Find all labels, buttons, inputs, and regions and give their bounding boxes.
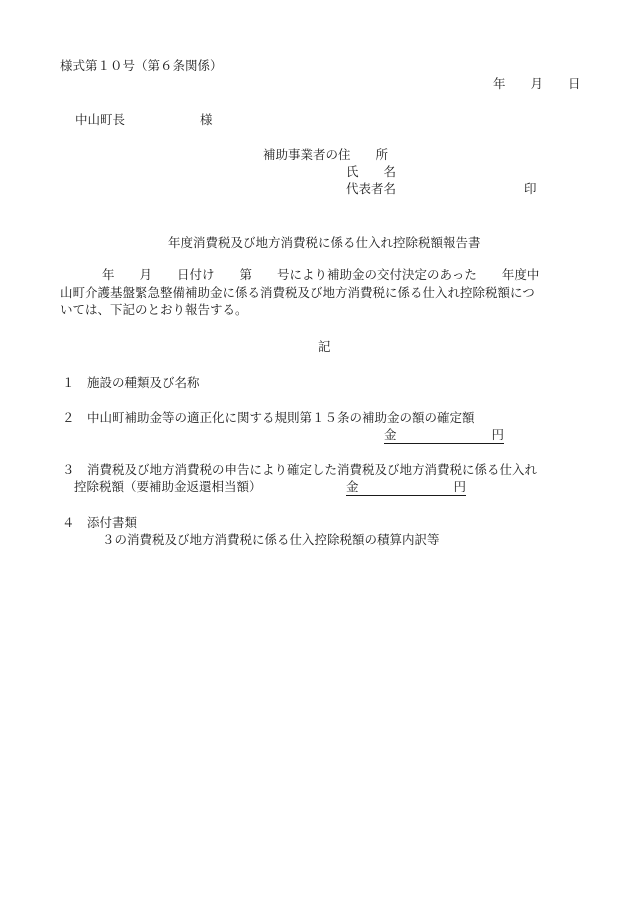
item-1: １ 施設の種類及び名称 [62,375,200,390]
applicant-representative-label: 代表者名 [346,181,397,196]
addressee: 中山町長 様 [75,112,213,127]
item-3-amount-suffix: 円 [453,479,466,494]
record-heading: 記 [318,339,331,354]
applicant-name-label: 氏 名 [346,164,397,179]
intro-line-3: いては、下記のとおり報告する。 [60,302,248,317]
item-3-amount-prefix: 金 [346,479,359,494]
applicant-address-label: 補助事業者の住 所 [263,147,389,162]
document-title: 年度消費税及び地方消費税に係る仕入れ控除税額報告書 [168,235,481,250]
item-2: ２ 中山町補助金等の適正化に関する規則第１５条の補助金の額の確定額 [62,410,475,425]
item-2-amount-prefix: 金 [384,427,397,442]
item-3-line-1: ３ 消費税及び地方消費税の申告により確定した消費税及び地方消費税に係る仕入れ [62,462,538,477]
form-number: 様式第１０号（第６条関係） [60,58,223,73]
intro-line-2: 山町介護基盤緊急整備補助金に係る消費税及び地方消費税に係る仕入れ控除税額につ [60,285,535,300]
item-2-amount-suffix: 円 [491,427,504,442]
date-line: 年 月 日 [493,76,581,91]
item-4: ４ 添付書類 [62,515,138,530]
item-3-amount [346,479,466,496]
item-2-amount [384,427,504,444]
intro-line-1: 年 月 日付け 第 号により補助金の交付決定のあった 年度中 [102,267,540,282]
seal-mark: 印 [524,181,537,196]
item-4-detail: ３の消費税及び地方消費税に係る仕入控除税額の積算内訳等 [102,532,440,547]
item-3-line-2: 控除税額（要補助金返還相当額） [74,479,262,494]
